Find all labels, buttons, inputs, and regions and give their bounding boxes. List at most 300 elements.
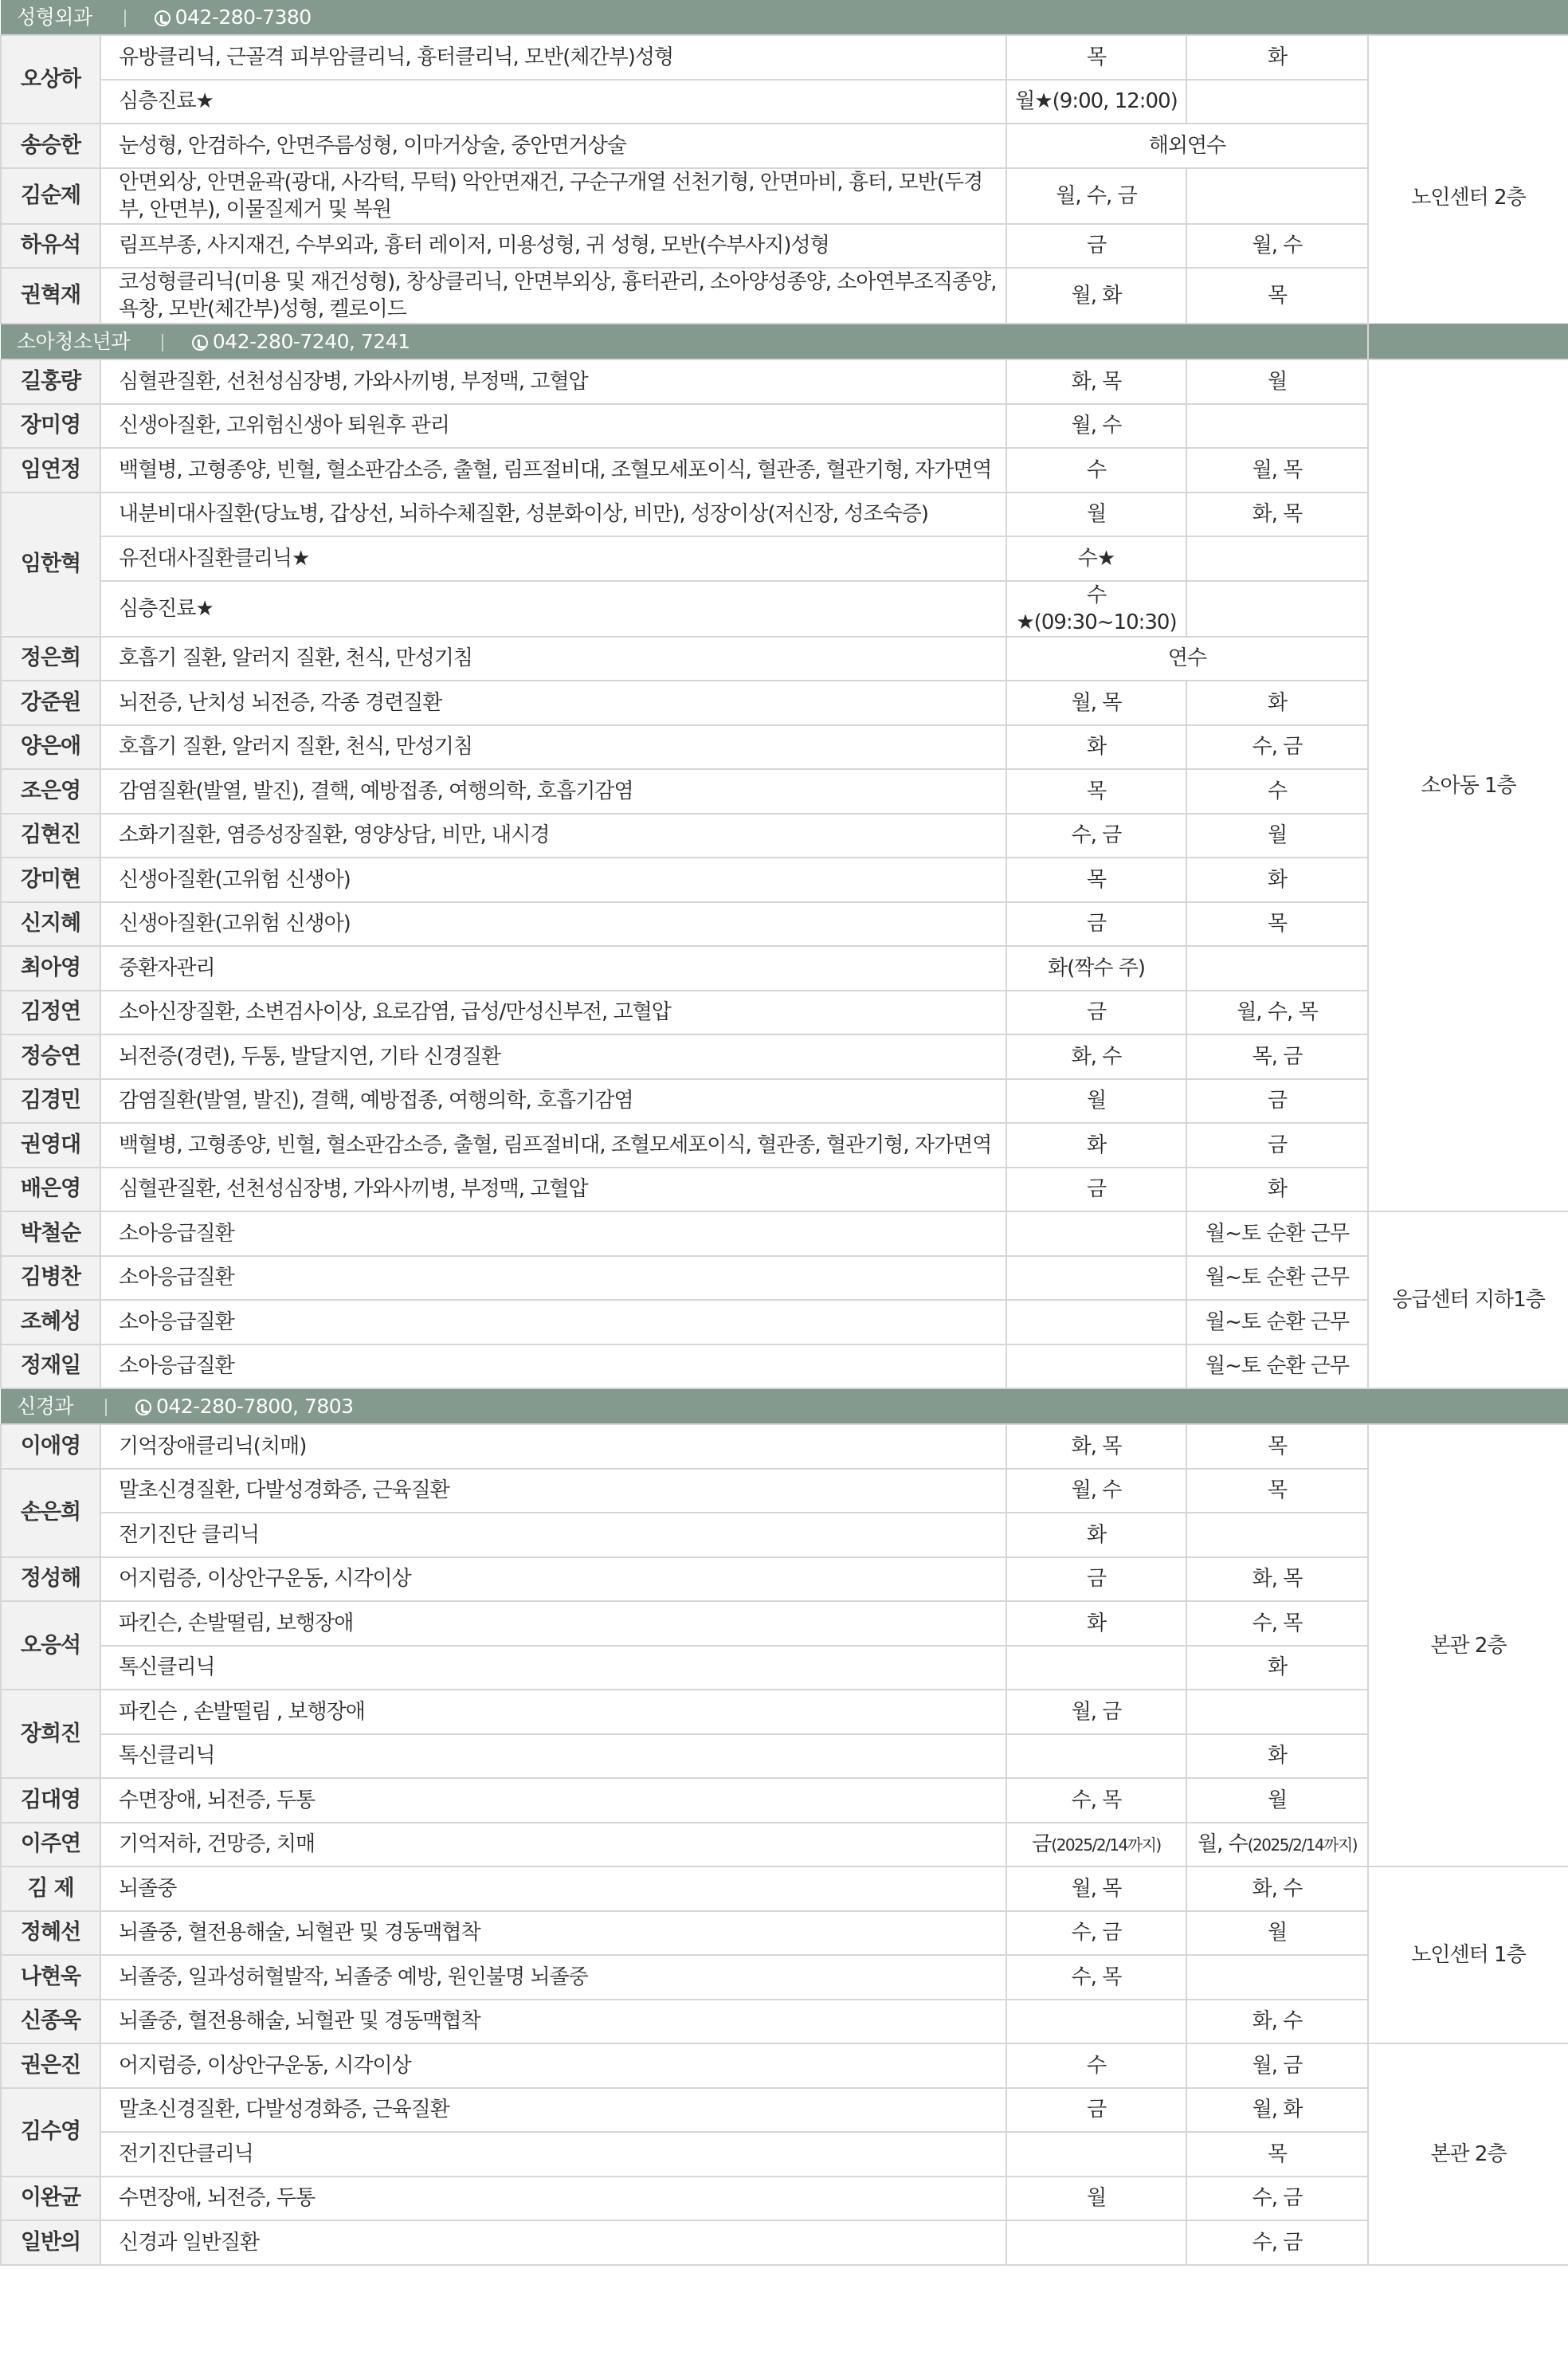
- clinic-days-first: [1006, 1823, 1186, 1867]
- specialty-description: 감염질환(발열, 발진), 결핵, 예방접종, 여행의학, 호흡기감염: [100, 769, 1006, 814]
- clinic-days-first: [1006, 2000, 1186, 2044]
- clinic-days-first: [1006, 404, 1186, 449]
- divider: [162, 334, 163, 351]
- schedule-row: [1, 1469, 1568, 1513]
- specialty-description: 유방클리닉, 근골격 피부암클리닉, 흉터클리닉, 모반(체간부)성형: [100, 35, 1006, 80]
- clinic-days-second: [1186, 1601, 1368, 1646]
- days-value: 금: [1267, 1089, 1288, 1113]
- schedule-row: [1, 35, 1568, 80]
- days-value: 월: [1267, 1921, 1288, 1945]
- schedule-row: [1, 581, 1568, 637]
- specialty-description: 수면장애, 뇌전증, 두통: [100, 1778, 1006, 1823]
- days-value: 목: [1267, 912, 1288, 936]
- days-value: 수: [1267, 779, 1288, 803]
- days-value: 금: [1086, 234, 1107, 258]
- schedule-row: [1, 1557, 1568, 1602]
- clinic-days-first: [1006, 814, 1186, 858]
- specialty-description: 뇌전증, 난치성 뇌전증, 각종 경련질환: [100, 681, 1006, 725]
- section-header: [1, 1388, 1568, 1424]
- clinic-days-first: [1006, 1034, 1186, 1079]
- schedule-row: [1, 637, 1568, 681]
- doctor-name: 길홍량: [1, 359, 100, 404]
- clinic-days-second: [1186, 1734, 1368, 1779]
- divider: [105, 1399, 107, 1416]
- specialty-description: 소화기질환, 염증성장질환, 영양상담, 비만, 내시경: [100, 814, 1006, 858]
- specialty-description: 심층진료★: [100, 581, 1006, 637]
- divider: [124, 10, 126, 27]
- schedule-row: [1, 359, 1568, 404]
- doctor-name: 신종욱: [1, 2000, 100, 2044]
- days-value: 월, 금: [1252, 2053, 1303, 2078]
- clinic-days-first: [1006, 2177, 1186, 2221]
- doctor-name: 김현진: [1, 814, 100, 858]
- clinic-days-second: [1186, 2088, 1368, 2133]
- days-value: 화, 목: [1252, 1567, 1303, 1592]
- specialty-description: 소아응급질환: [100, 1344, 1006, 1389]
- specialty-description: 말초신경질환, 다발성경화증, 근육질환: [100, 2088, 1006, 2133]
- clinic-days-first: [1006, 1079, 1186, 1124]
- doctor-name: 김정연: [1, 991, 100, 1035]
- schedule-row: [1, 2088, 1568, 2133]
- department-phone: 042-280-7240, 7241: [212, 329, 410, 353]
- clinic-days-second: [1186, 1469, 1368, 1513]
- schedule-row: [1, 2177, 1568, 2221]
- clinic-days-second: [1186, 725, 1368, 770]
- days-value: 목: [1267, 1478, 1288, 1503]
- schedule-row: [1, 168, 1568, 224]
- specialty-description: 신생아질환(고위험 신생아): [100, 858, 1006, 902]
- clinic-days-first: [1006, 1690, 1186, 1734]
- doctor-name: 김대영: [1, 1778, 100, 1823]
- days-value: 수, 금: [1252, 2186, 1303, 2211]
- days-value: 월, 수: [1071, 414, 1122, 438]
- schedule-row: [1, 1300, 1568, 1344]
- days-value: 월, 수: [1197, 1831, 1248, 1856]
- clinic-days-first: [1006, 1955, 1186, 2000]
- days-value: 월, 수, 금: [1056, 183, 1137, 208]
- clinic-days-second: [1186, 1557, 1368, 1602]
- days-value: 목: [1086, 867, 1107, 892]
- clinic-days-second: [1186, 536, 1368, 581]
- schedule-note: 연수: [1006, 637, 1368, 681]
- phone-icon: [155, 10, 171, 26]
- specialty-description: 감염질환(발열, 발진), 결핵, 예방접종, 여행의학, 호흡기감염: [100, 1079, 1006, 1124]
- schedule-row: [1, 769, 1568, 814]
- days-value: 수, 금: [1071, 823, 1122, 848]
- specialty-description: 소아응급질환: [100, 1256, 1006, 1301]
- clinic-days-second: [1186, 858, 1368, 902]
- clinic-days-first: [1006, 1168, 1186, 1212]
- doctor-name: 임한혁: [1, 493, 100, 637]
- specialty-description: 어지럼증, 이상안구운동, 시각이상: [100, 1557, 1006, 1602]
- doctor-name: 이주연: [1, 1823, 100, 1867]
- schedule-row: [1, 1424, 1568, 1469]
- schedule-row: [1, 2000, 1568, 2044]
- days-note: (2025/2/14까지): [1051, 1835, 1161, 1855]
- clinic-location: 소아동 1층: [1368, 359, 1568, 1211]
- days-value: 수, 금: [1071, 1921, 1122, 1945]
- clinic-days-first: [1006, 858, 1186, 902]
- schedule-row: [1, 1734, 1568, 1779]
- clinic-days-first: [1006, 35, 1186, 80]
- clinic-days-second: [1186, 991, 1368, 1035]
- days-value: 월, 수: [1252, 234, 1303, 258]
- days-value: 금: [1267, 1132, 1288, 1157]
- clinic-days-second: [1186, 1079, 1368, 1124]
- specialty-description: 심혈관질환, 선천성심장병, 가와사끼병, 부정맥, 고혈압: [100, 359, 1006, 404]
- doctor-name: 신지혜: [1, 902, 100, 947]
- clinic-days-second: [1186, 2000, 1368, 2044]
- clinic-days-second: [1186, 814, 1368, 858]
- clinic-days-first: [1006, 2132, 1186, 2177]
- clinic-days-first: [1006, 168, 1186, 224]
- schedule-row: [1, 1079, 1568, 1124]
- days-value: 월, 목: [1252, 457, 1303, 482]
- schedule-row: [1, 1646, 1568, 1690]
- clinic-days-second: [1186, 1424, 1368, 1469]
- clinic-days-second: [1186, 1955, 1368, 2000]
- specialty-description: 파킨슨, 손발떨림, 보행장애: [100, 1601, 1006, 1646]
- days-value: 화: [1267, 867, 1288, 892]
- schedule-row: [1, 2132, 1568, 2177]
- days-value: 목: [1086, 779, 1107, 803]
- schedule-row: [1, 1034, 1568, 1079]
- section-header: [1, 0, 1568, 35]
- days-value: 수, 금: [1252, 2230, 1303, 2255]
- clinic-days-first: [1006, 1256, 1186, 1301]
- clinic-days-first: [1006, 1557, 1186, 1602]
- days-value: 월, 금: [1071, 1699, 1122, 1724]
- schedule-row: [1, 902, 1568, 947]
- days-value: 수, 목: [1252, 1611, 1303, 1635]
- doctor-name: 김수영: [1, 2088, 100, 2177]
- clinic-days-second: [1186, 1123, 1368, 1168]
- schedule-row: [1, 2220, 1568, 2265]
- schedule-row: [1, 1823, 1568, 1867]
- days-value: 월: [1086, 1089, 1107, 1113]
- specialty-description: 백혈병, 고형종양, 빈혈, 혈소판감소증, 출혈, 림프절비대, 조혈모세포이식, 혈관종, 혈관기형, 자가면역: [100, 1123, 1006, 1168]
- schedule-row: [1, 1168, 1568, 1212]
- clinic-days-first: [1006, 448, 1186, 493]
- specialty-description: 소아신장질환, 소변검사이상, 요로감염, 급성/만성신부전, 고혈압: [100, 991, 1006, 1035]
- clinic-days-first: [1006, 224, 1186, 269]
- days-value: 수, 금: [1252, 735, 1303, 760]
- clinic-days-second: [1186, 681, 1368, 725]
- days-value: 수★(09:30~10:30): [1016, 583, 1177, 634]
- days-value: 수★: [1077, 546, 1115, 571]
- days-value: 화, 목: [1252, 502, 1303, 527]
- days-value: 화: [1267, 690, 1288, 715]
- specialty-description: 신생아질환(고위험 신생아): [100, 902, 1006, 947]
- doctor-name: 장미영: [1, 404, 100, 449]
- days-value: 화, 목: [1071, 369, 1122, 394]
- doctor-name: 배은영: [1, 1168, 100, 1212]
- schedule-row: [1, 2043, 1568, 2088]
- days-value: 화: [1267, 1744, 1288, 1768]
- doctor-name: 일반의: [1, 2220, 100, 2265]
- doctor-name: 정혜선: [1, 1911, 100, 1956]
- clinic-days-first: [1006, 1469, 1186, 1513]
- days-value: 화, 목: [1071, 1434, 1122, 1458]
- specialty-description: 소아응급질환: [100, 1300, 1006, 1344]
- days-value: 화: [1267, 45, 1288, 69]
- clinic-days-second: [1186, 2043, 1368, 2088]
- days-value: 화(짝수 주): [1047, 956, 1146, 980]
- schedule-row: [1, 268, 1568, 324]
- days-value: 화, 수: [1252, 2009, 1303, 2034]
- days-value: 화: [1267, 1655, 1288, 1680]
- clinic-days-first: [1006, 991, 1186, 1035]
- specialty-description: 파킨슨 , 손발떨림 , 보행장애: [100, 1690, 1006, 1734]
- days-value: 화: [1267, 1177, 1288, 1202]
- days-value: 금: [1086, 1177, 1107, 1202]
- clinic-days-first: [1006, 1867, 1186, 1911]
- schedule-row: [1, 1211, 1568, 1256]
- specialty-description: 백혈병, 고형종양, 빈혈, 혈소판감소증, 출혈, 림프절비대, 조혈모세포이식, 혈관종, 혈관기형, 자가면역: [100, 448, 1006, 493]
- schedule-row: [1, 404, 1568, 449]
- doctor-name: 이완균: [1, 2177, 100, 2221]
- clinic-days-first: [1006, 581, 1186, 637]
- clinic-days-second: [1186, 581, 1368, 637]
- department-title: 소아청소년과: [17, 329, 130, 353]
- specialty-description: 안면외상, 안면윤곽(광대, 사각턱, 무턱) 악안면재건, 구순구개열 선천기형, 안면마비, 흉터, 모반(두경부, 안면부), 이물질제거 및 복원: [100, 168, 1006, 224]
- specialty-description: 뇌졸중, 혈전용해술, 뇌혈관 및 경동맥협착: [100, 1911, 1006, 1956]
- days-value: 화: [1086, 1611, 1107, 1635]
- days-value: 금: [1086, 2098, 1107, 2122]
- clinic-days-first: [1006, 268, 1186, 324]
- clinic-days-second: [1186, 2220, 1368, 2265]
- days-value: 월, 수: [1071, 1478, 1122, 1503]
- clinic-days-first: [1006, 769, 1186, 814]
- schedule-row: [1, 1601, 1568, 1646]
- clinic-days-second: [1186, 2177, 1368, 2221]
- specialty-description: 호흡기 질환, 알러지 질환, 천식, 만성기침: [100, 637, 1006, 681]
- days-note: (2025/2/14까지): [1247, 1835, 1358, 1855]
- clinic-days-first: [1006, 1601, 1186, 1646]
- doctor-name: 강준원: [1, 681, 100, 725]
- days-value: 월~토 순환 근무: [1205, 1221, 1349, 1246]
- clinic-days-first: [1006, 681, 1186, 725]
- days-value: 목, 금: [1252, 1044, 1303, 1069]
- doctor-name: 정재일: [1, 1344, 100, 1389]
- doctor-name: 정은희: [1, 637, 100, 681]
- clinic-days-second: [1186, 1513, 1368, 1557]
- clinic-days-second: [1186, 224, 1368, 269]
- doctor-name: 임연정: [1, 448, 100, 493]
- clinic-days-first: [1006, 1646, 1186, 1690]
- schedule-row: [1, 1955, 1568, 2000]
- specialty-description: 톡신클리닉: [100, 1734, 1006, 1779]
- clinic-days-second: [1186, 1867, 1368, 1911]
- schedule-row: [1, 1123, 1568, 1168]
- clinic-days-second: [1186, 493, 1368, 537]
- clinic-days-second: [1186, 902, 1368, 947]
- clinic-days-first: [1006, 1911, 1186, 1956]
- specialty-description: 전기진단 클리닉: [100, 1513, 1006, 1557]
- specialty-description: 눈성형, 안검하수, 안면주름성형, 이마거상술, 중안면거상술: [100, 124, 1006, 168]
- specialty-description: 전기진단클리닉: [100, 2132, 1006, 2177]
- clinic-days-first: [1006, 725, 1186, 770]
- schedule-row: [1, 946, 1568, 991]
- department-phone: 042-280-7380: [174, 5, 312, 29]
- days-value: 월~토 순환 근무: [1205, 1266, 1349, 1290]
- clinic-days-first: [1006, 1778, 1186, 1823]
- days-value: 화, 수: [1252, 1876, 1303, 1901]
- specialty-description: 어지럼증, 이상안구운동, 시각이상: [100, 2043, 1006, 2088]
- schedule-row: [1, 1344, 1568, 1389]
- schedule-row: [1, 1690, 1568, 1734]
- schedule-row: [1, 1911, 1568, 1956]
- doctor-name: 김 제: [1, 1867, 100, 1911]
- days-value: 수: [1086, 2053, 1107, 2078]
- days-value: 월~토 순환 근무: [1205, 1309, 1349, 1334]
- clinic-days-first: [1006, 2088, 1186, 2133]
- clinic-days-first: [1006, 1123, 1186, 1168]
- days-value: 화: [1086, 1132, 1107, 1157]
- schedule-row: [1, 124, 1568, 168]
- specialty-description: 심층진료★: [100, 80, 1006, 124]
- specialty-description: 뇌졸중, 일과성허혈발작, 뇌졸중 예방, 원인불명 뇌졸중: [100, 1955, 1006, 2000]
- schedule-row: [1, 725, 1568, 770]
- schedule-row: [1, 80, 1568, 124]
- specialty-description: 뇌졸중, 혈전용해술, 뇌혈관 및 경동맥협착: [100, 2000, 1006, 2044]
- specialty-description: 톡신클리닉: [100, 1646, 1006, 1690]
- specialty-description: 신경과 일반질환: [100, 2220, 1006, 2265]
- days-value: 월: [1267, 823, 1288, 848]
- schedule-row: [1, 991, 1568, 1035]
- doctor-name: 박철순: [1, 1211, 100, 1256]
- days-value: 목: [1267, 1434, 1288, 1458]
- department-title: 성형외과: [17, 5, 92, 29]
- doctor-name: 권은진: [1, 2043, 100, 2088]
- days-value: 월, 화: [1071, 284, 1122, 308]
- clinic-days-first: [1006, 902, 1186, 947]
- doctor-name: 이애영: [1, 1424, 100, 1469]
- schedule-row: [1, 858, 1568, 902]
- days-value: 화: [1086, 1522, 1107, 1547]
- clinic-days-first: [1006, 1513, 1186, 1557]
- clinic-days-second: [1186, 1646, 1368, 1690]
- days-value: 월: [1086, 502, 1107, 527]
- schedule-row: [1, 814, 1568, 858]
- specialty-description: 기억저하, 건망증, 치매: [100, 1823, 1006, 1867]
- clinic-days-second: [1186, 1823, 1368, 1867]
- specialty-description: 말초신경질환, 다발성경화증, 근육질환: [100, 1469, 1006, 1513]
- clinic-location: 본관 2층: [1368, 2043, 1568, 2265]
- days-value: 목: [1267, 284, 1288, 308]
- specialty-description: 신생아질환, 고위험신생아 퇴원후 관리: [100, 404, 1006, 449]
- days-value: 월: [1086, 2186, 1107, 2211]
- clinic-days-first: [1006, 2043, 1186, 2088]
- clinic-days-first: [1006, 493, 1186, 537]
- clinic-days-second: [1186, 1034, 1368, 1079]
- schedule-row: [1, 1867, 1568, 1911]
- schedule-row: [1, 536, 1568, 581]
- days-value: 금: [1086, 1000, 1107, 1025]
- doctor-name: 김순제: [1, 168, 100, 224]
- doctor-name: 김경민: [1, 1079, 100, 1124]
- clinic-days-first: [1006, 536, 1186, 581]
- doctor-name: 오상하: [1, 35, 100, 124]
- days-value: 수, 목: [1071, 1788, 1122, 1812]
- days-value: 월: [1267, 1788, 1288, 1812]
- doctor-name: 최아영: [1, 946, 100, 991]
- specialty-description: 심혈관질환, 선천성심장병, 가와사끼병, 부정맥, 고혈압: [100, 1168, 1006, 1212]
- clinic-days-first: [1006, 1211, 1186, 1256]
- clinic-days-second: [1186, 1911, 1368, 1956]
- clinic-days-second: [1186, 1211, 1368, 1256]
- schedule-row: [1, 448, 1568, 493]
- clinic-location: 노인센터 2층: [1368, 35, 1568, 359]
- doctor-name: 정승연: [1, 1034, 100, 1079]
- clinic-days-first: [1006, 1344, 1186, 1389]
- days-value: 월, 화: [1252, 2098, 1303, 2122]
- clinic-days-first: [1006, 1424, 1186, 1469]
- doctor-name: 손은희: [1, 1469, 100, 1557]
- days-value: 월, 목: [1071, 1876, 1122, 1901]
- specialty-description: 뇌졸중: [100, 1867, 1006, 1911]
- days-value: 화: [1086, 735, 1107, 760]
- specialty-description: 기억장애클리닉(치매): [100, 1424, 1006, 1469]
- doctor-name: 오응석: [1, 1601, 100, 1690]
- clinic-days-second: [1186, 448, 1368, 493]
- doctor-name: 장희진: [1, 1690, 100, 1778]
- clinic-days-second: [1186, 1778, 1368, 1823]
- specialty-description: 소아응급질환: [100, 1211, 1006, 1256]
- clinic-days-second: [1186, 769, 1368, 814]
- clinic-days-second: [1186, 80, 1368, 124]
- clinic-days-second: [1186, 168, 1368, 224]
- clinic-days-second: [1186, 2132, 1368, 2177]
- clinic-days-second: [1186, 1690, 1368, 1734]
- days-value: 월~토 순환 근무: [1205, 1354, 1349, 1379]
- specialty-description: 수면장애, 뇌전증, 두통: [100, 2177, 1006, 2221]
- specialty-description: 중환자관리: [100, 946, 1006, 991]
- days-value: 수, 목: [1071, 1965, 1122, 1989]
- doctor-name: 정성해: [1, 1557, 100, 1602]
- clinic-days-first: [1006, 946, 1186, 991]
- clinic-days-second: [1186, 1256, 1368, 1301]
- days-value: 금: [1086, 1567, 1107, 1592]
- schedule-row: [1, 681, 1568, 725]
- days-value: 월, 목: [1071, 690, 1122, 715]
- doctor-name: 하유석: [1, 224, 100, 269]
- clinic-location: 노인센터 1층: [1368, 1867, 1568, 2043]
- doctor-name: 김병찬: [1, 1256, 100, 1301]
- doctor-name: 강미현: [1, 858, 100, 902]
- phone-icon: [135, 1399, 151, 1415]
- specialty-description: 호흡기 질환, 알러지 질환, 천식, 만성기침: [100, 725, 1006, 770]
- clinic-days-first: [1006, 359, 1186, 404]
- department-phone: 042-280-7800, 7803: [155, 1394, 354, 1418]
- days-value: 수: [1086, 457, 1107, 482]
- clinic-location: 응급센터 지하1층: [1368, 1211, 1568, 1388]
- days-value: 목: [1267, 2141, 1288, 2166]
- days-value: 월: [1267, 369, 1288, 394]
- doctor-name: 조은영: [1, 769, 100, 814]
- schedule-row: [1, 224, 1568, 269]
- doctor-name: 권영대: [1, 1123, 100, 1168]
- doctor-name: 나현욱: [1, 1955, 100, 2000]
- schedule-row: [1, 493, 1568, 537]
- schedule-row: [1, 1256, 1568, 1301]
- clinic-location: 본관 2층: [1368, 1424, 1568, 1867]
- days-value: 금: [1032, 1831, 1052, 1856]
- department-title: 신경과: [17, 1394, 73, 1418]
- schedule-row: [1, 1778, 1568, 1823]
- doctor-name: 송승한: [1, 124, 100, 168]
- doctor-name: 조혜성: [1, 1300, 100, 1344]
